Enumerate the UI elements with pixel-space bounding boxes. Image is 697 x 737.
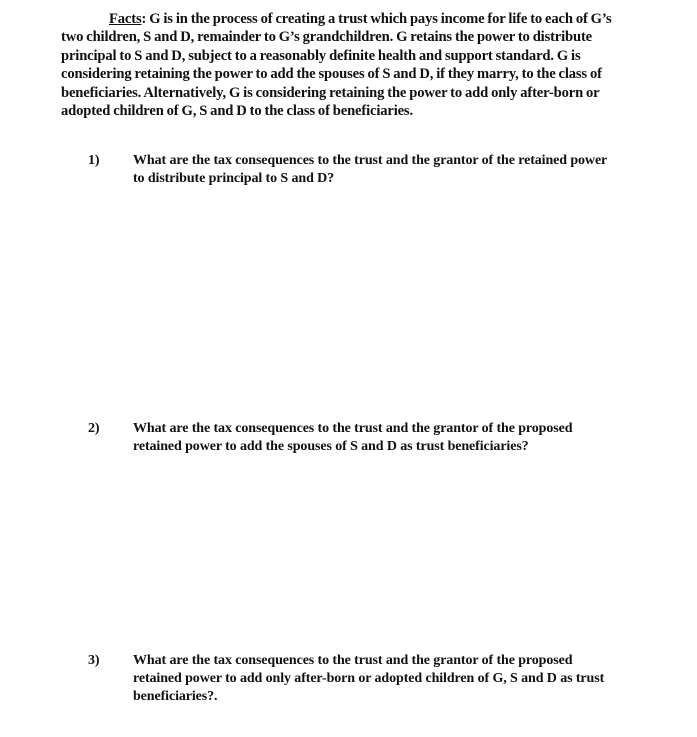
question-number: 1) [88,153,100,168]
question-text: What are the tax consequences to the trust and the grantor of the proposed retained power to add the spouses of S and D as trust beneficiaries? [133,421,573,454]
question-number: 3) [88,653,100,668]
question-text: What are the tax consequences to the trust and the grantor of the retained power to distribute principal to S and D? [133,153,607,186]
facts-label: Facts [109,11,142,27]
question-text: What are the tax consequences to the trust and the grantor of the proposed retained power to add only after-born or adopted children of G, S and D as trust beneficiaries?. [133,653,605,704]
question-number: 2) [88,421,100,436]
facts-text: : G is in the process of creating a trust which pays income for life to each of G’s two children, S and D, remainder to G’s grandchildren. G retains the power to distribute principal to S and D, subject to a reasonably definite health and support standard. G is considering retaining the power to add the spouses of S and D, if they marry, to the class of beneficiaries. Alternatively, G is considering retaining the power to add only after-born or adopted children of G, S and D to the class of beneficiaries. [61,11,612,120]
facts-paragraph [61,10,623,120]
